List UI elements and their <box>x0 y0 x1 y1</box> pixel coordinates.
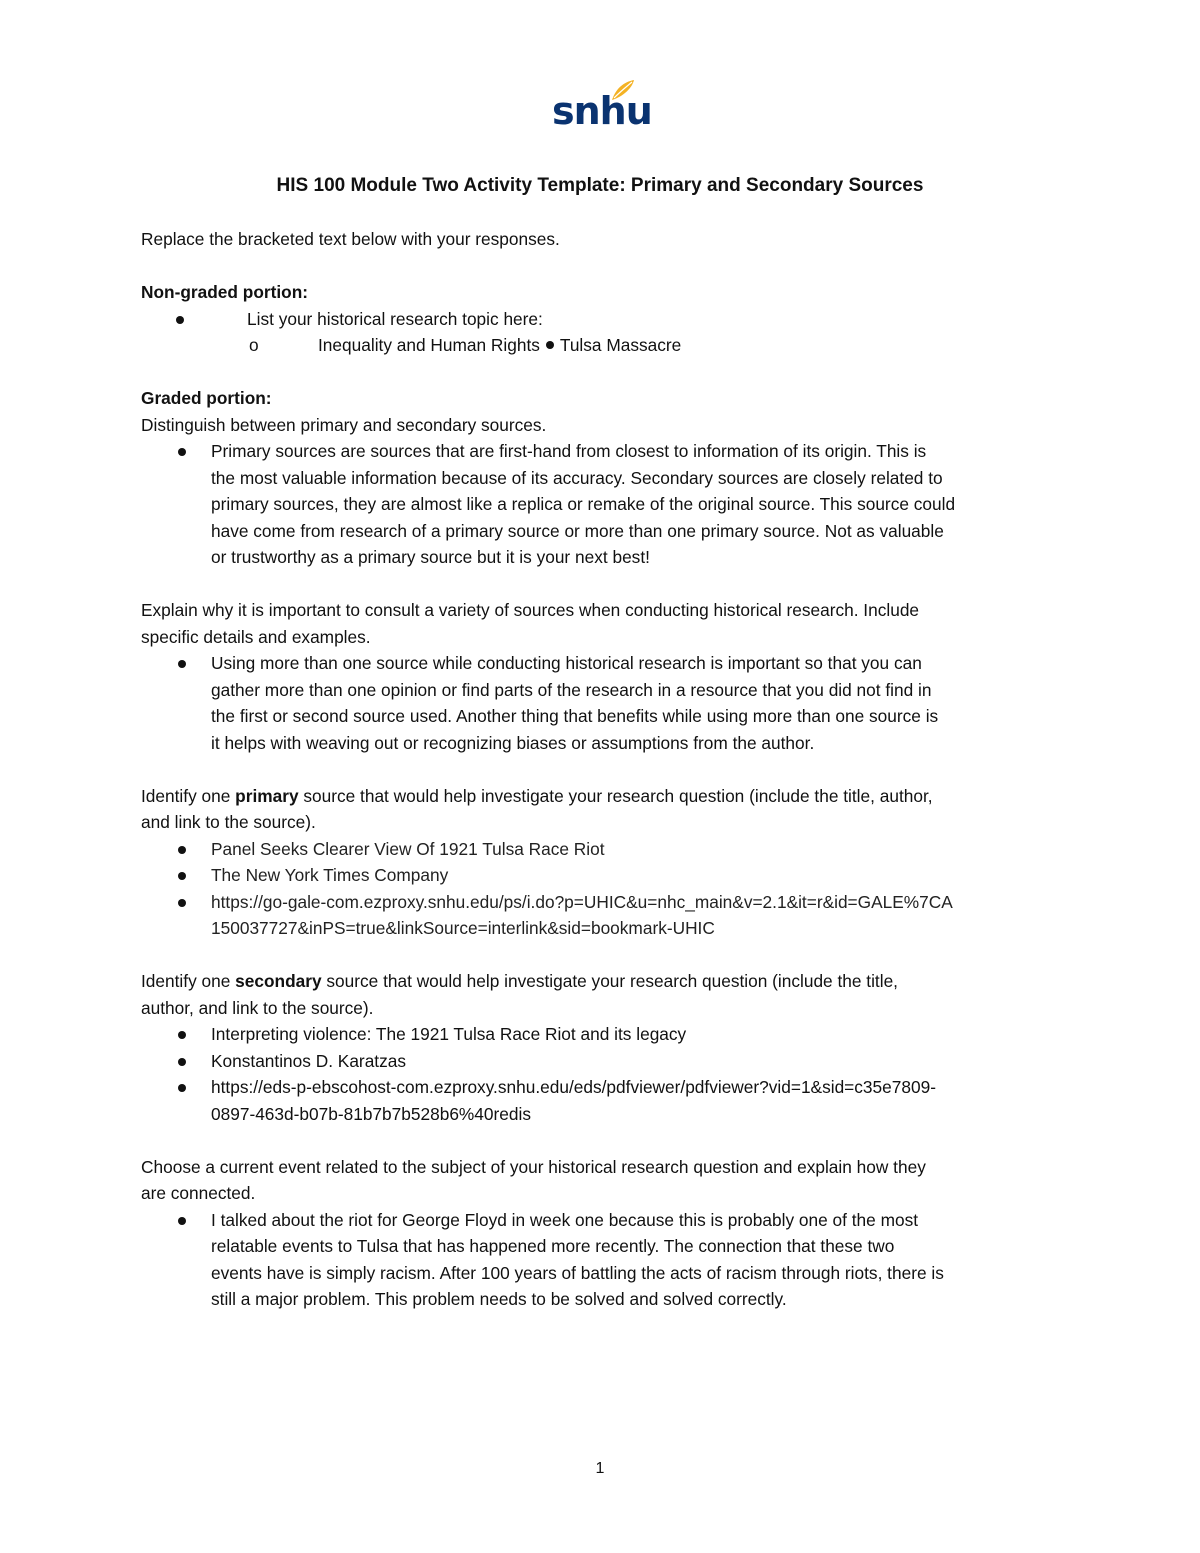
list-item <box>141 438 1066 571</box>
prompt-emphasis: primary <box>235 785 299 806</box>
non-graded-heading: Non-graded portion: <box>141 282 309 302</box>
list-item <box>141 306 1066 333</box>
primary-source-title: Panel Seeks Clearer View Of 1921 Tulsa Race Riot <box>211 838 605 859</box>
instructions: Replace the bracketed text below with your responses. <box>141 229 560 249</box>
bullet-icon <box>178 899 186 907</box>
bullet-icon <box>178 1217 186 1225</box>
answer-line: I talked about the riot for George Floyd in week one because this is probably one of the most <box>211 1209 919 1230</box>
prompt-text: source that would help investigate your research question (include the title, <box>321 971 898 991</box>
logo-wordmark: snhu <box>552 89 652 133</box>
prompt-text: source that would help investigate your research question (include the title, author, <box>298 785 933 806</box>
bullet-icon <box>178 448 186 456</box>
list-item <box>141 1021 1066 1048</box>
list-item <box>141 650 1066 756</box>
list-item <box>141 862 1066 889</box>
bullet-icon <box>178 1031 186 1039</box>
q3-prompt <box>141 783 1066 810</box>
answer-line: or trustworthy as a primary source but it is your next best! <box>211 547 650 567</box>
answer-line: have come from research of a primary source or more than one primary source. Not as valuable <box>211 520 944 541</box>
primary-source-author: The New York Times Company <box>211 865 449 885</box>
answer-line: gather more than one opinion or find parts of the research in a resource that you did not find in <box>211 679 932 700</box>
q4-prompt <box>141 968 1066 995</box>
graded-heading: Graded portion: <box>141 388 272 408</box>
topic-a: Inequality and Human Rights <box>318 335 540 355</box>
page-number: 1 <box>595 1460 605 1477</box>
primary-source-link: 150037727&inPS=true&linkSource=interlink&sid=bookmark-UHIC <box>211 918 715 938</box>
document-body <box>141 226 1066 1313</box>
document-title: HIS 100 Module Two Activity Template: Primary and Secondary Sources <box>276 175 924 196</box>
answer-line: primary sources, they are almost like a replica or remake of the original source. This source could <box>211 494 956 514</box>
answer-line: events have is simply racism. After 100 years of battling the acts of racism through riots, there is <box>211 1262 944 1283</box>
secondary-source-link: 0897-463d-b07b-81b7b7b528b6%40redis <box>211 1103 531 1124</box>
prompt-text: Identify one <box>141 785 236 806</box>
list-item <box>141 332 1066 359</box>
prompt-emphasis: secondary <box>235 971 322 991</box>
prompt-text: Identify one <box>141 971 236 991</box>
q1-prompt: Distinguish between primary and secondary sources. <box>141 414 547 435</box>
answer-line: relatable events to Tulsa that has happened more recently. The connection that these two <box>211 1236 895 1256</box>
bullet-icon <box>178 872 186 880</box>
answer-line: Primary sources are sources that are first-hand from closest to information of its origin. This is <box>211 441 927 461</box>
topic-prompt: List your historical research topic here: <box>247 308 543 329</box>
q4-prompt-line2: author, and link to the source). <box>141 997 374 1018</box>
answer-line: Using more than one source while conducting historical research is important so that you can <box>211 653 922 673</box>
q5-prompt-line: are connected. <box>141 1183 256 1203</box>
answer-line: it helps with weaving out or recognizing biases or assumptions from the author. <box>211 732 815 753</box>
bullet-icon <box>176 316 184 324</box>
bullet-icon <box>178 1058 186 1066</box>
list-item <box>141 1074 1066 1127</box>
primary-source-link: https://go-gale-com.ezproxy.snhu.edu/ps/i.do?p=UHIC&u=nhc_main&v=2.1&it=r&id=GALE%7CA <box>211 891 953 912</box>
secondary-source-title: Interpreting violence: The 1921 Tulsa Race Riot and its legacy <box>211 1024 687 1044</box>
list-item <box>141 836 1066 863</box>
answer-line: still a major problem. This problem needs to be solved and solved correctly. <box>211 1289 787 1309</box>
topic-b: Tulsa Massacre <box>559 335 682 355</box>
secondary-source-link: https://eds-p-ebscohost-com.ezproxy.snhu.edu/eds/pdfviewer/pdfviewer?vid=1&sid=c35e7809- <box>211 1077 936 1097</box>
bullet-icon <box>178 846 186 854</box>
bullet-icon <box>546 341 554 349</box>
q2-prompt-line: Explain why it is important to consult a variety of sources when conducting historical research. Include <box>141 600 920 620</box>
circle-bullet-icon: o <box>249 335 259 355</box>
answer-line: the first or second source used. Another thing that benefits while using more than one source is <box>211 706 939 726</box>
q5-prompt-line: Choose a current event related to the subject of your historical research question and explain how they <box>141 1156 926 1177</box>
answer-line: the most valuable information because of its accuracy. Secondary sources are closely related to <box>211 467 943 488</box>
snhu-logo <box>548 78 652 140</box>
bullet-icon <box>178 1084 186 1092</box>
q3-prompt-line2: and link to the source). <box>141 812 316 832</box>
list-item <box>141 1207 1066 1313</box>
list-item <box>141 1048 1066 1075</box>
secondary-source-author: Konstantinos D. Karatzas <box>211 1050 406 1071</box>
list-item <box>141 889 1066 942</box>
bullet-icon <box>178 660 186 668</box>
q2-prompt-line: specific details and examples. <box>141 626 371 647</box>
